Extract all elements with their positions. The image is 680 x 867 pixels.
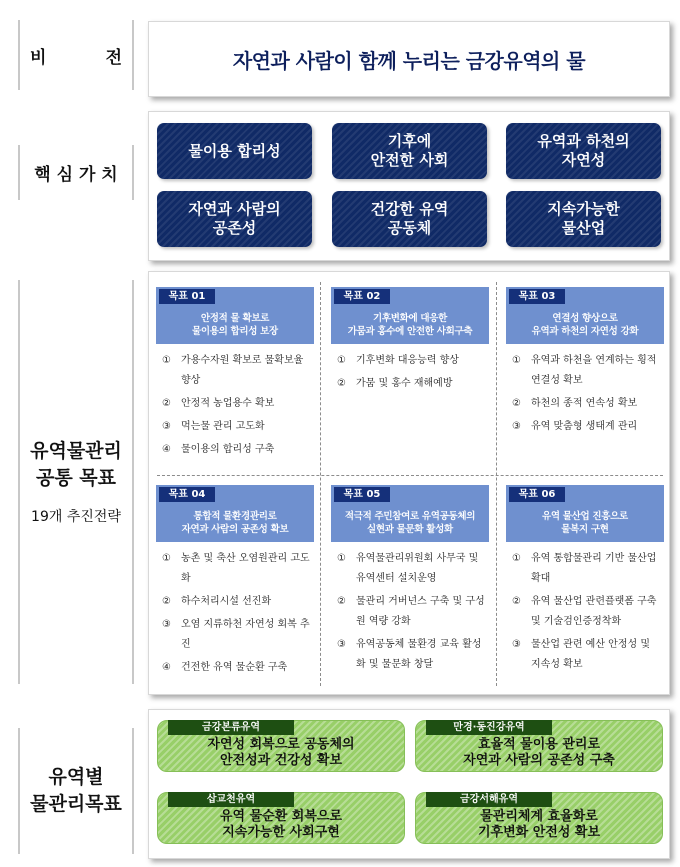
column-divider [496,282,497,686]
strategy-text: 먹는물 관리 고도화 [181,421,265,432]
strategy-text: 유역과 하천을 연계하는 횡적 연결성 확보 [531,355,657,386]
goal-title [333,506,487,540]
goal-tag: 목표 03 [509,289,565,304]
goal-title-line: 안정적 물 확보로 [200,313,270,324]
basin-goal-line: 유역 물순환 회복으로 [219,809,343,824]
basin-goals-panel [148,709,670,859]
vision-label [18,20,134,90]
basin-tag: 삽교천유역 [168,792,294,807]
strategy-list [162,351,312,463]
basin-tag: 금강서해유역 [426,792,552,807]
goal-header [331,485,489,542]
strategy-text: 유역물관리위원회 사무국 및 유역센터 설치운영 [356,553,479,584]
core-value-box [157,123,312,179]
strategy-text: 유역공동체 물환경 교육 활성화 및 물문화 창달 [356,639,482,670]
strategy-number: ④ [162,662,171,673]
goal-tag: 목표 02 [334,289,390,304]
core-values-label-text: 핵 심 가 치 [34,165,118,185]
basin-goal-line: 자연과 사람의 공존성 구축 [463,753,615,768]
core-value-box [506,123,661,179]
goal-header [156,287,314,344]
strategy-item [162,351,312,391]
goal-title-line: 물복지 구현 [561,524,609,535]
basin-goal-line: 자연성 회복으로 공동체의 [207,737,355,752]
goal-title-line: 통합적 물환경관리로 [193,511,277,522]
strategy-text: 기후변화 대응능력 향상 [356,355,459,366]
strategy-number: ③ [512,639,521,650]
goal-header [506,287,664,344]
strategy-item [162,658,312,678]
common-goals-panel [148,271,670,695]
strategy-number: ② [512,398,521,409]
goal-card [156,485,314,681]
core-value-line: 물산업 [561,219,606,237]
goal-tag: 목표 05 [334,487,390,502]
goal-header [506,485,664,542]
core-value-line: 유역과 하천의 [537,132,630,150]
strategy-item [512,549,662,589]
strategy-number: ② [337,596,346,607]
core-value-line: 자연과 사람의 [188,200,281,218]
goal-title-line: 기후변화에 대응한 [372,313,448,324]
basin-goals-label-line2: 물관리목표 [30,793,122,815]
core-value-line: 건강한 유역 [370,200,449,218]
goal-tag: 목표 01 [159,289,215,304]
strategy-number: ③ [162,421,171,432]
strategy-number: ① [337,553,346,564]
strategy-number: ① [512,355,521,366]
strategy-number: ① [162,553,171,564]
strategy-item [337,351,487,371]
basin-goal-line: 기후변화 안전성 확보 [477,825,601,840]
basin-goals-label [18,728,134,854]
goal-title-line: 가뭄과 홍수에 안전한 사회구축 [347,326,473,337]
goal-tag: 목표 04 [159,487,215,502]
vision-panel [148,21,670,97]
core-value-line: 공존성 [212,219,257,237]
basin-card [415,720,663,772]
goal-title-line: 실현과 물문화 활성화 [367,524,453,535]
core-value-box [332,191,487,247]
basin-goal-line: 물관리체계 효율화로 [480,809,598,824]
core-values-panel [148,111,670,261]
core-value-line: 공동체 [387,219,432,237]
strategy-text: 유역 통합물관리 기반 물산업 확대 [531,553,657,584]
common-goals-label-line1: 유역물관리 [30,440,122,462]
common-goals-label [18,280,134,684]
basin-card [157,792,405,844]
strategy-item [512,592,662,632]
goal-header [331,287,489,344]
basin-goal-line: 안전성과 건강성 확보 [219,753,343,768]
goal-title [508,506,662,540]
goal-title-line: 자연과 사람의 공존성 확보 [181,524,289,535]
basin-card [415,792,663,844]
strategy-list [512,549,662,678]
core-value-box [506,191,661,247]
strategy-text: 안정적 농업용수 확보 [181,398,275,409]
core-value-line: 물이용 합리성 [188,141,281,160]
goal-title [158,308,312,342]
core-values-label [18,145,134,200]
strategy-item [512,394,662,414]
strategy-number: ① [512,553,521,564]
goal-title [158,506,312,540]
strategy-number: ③ [512,421,521,432]
strategy-item [512,635,662,675]
basin-tag: 만경∙동진강유역 [426,720,552,735]
strategy-item [337,549,487,589]
goal-title-line: 적극적 주민참여로 유역공동체의 [344,511,476,522]
goal-title-line: 연결성 향상으로 [552,313,618,324]
core-value-box [332,123,487,179]
strategy-list [337,351,487,397]
goal-card [331,287,489,483]
strategy-item [337,635,487,675]
strategy-text: 물관리 거버넌스 구축 및 구성원 역량 강화 [356,596,485,627]
core-value-box [157,191,312,247]
strategy-text: 건전한 유역 물순환 구축 [181,662,288,673]
strategy-number: ① [162,355,171,366]
goal-card [506,485,664,681]
basin-goal [416,736,662,770]
strategy-item [162,440,312,460]
basin-goal-line: 효율적 물이용 관리로 [477,737,601,752]
vision-label-text: 비 전 [29,47,123,68]
strategy-item [162,417,312,437]
strategy-number: ② [337,378,346,389]
strategy-text: 하천의 종적 연속성 확보 [531,398,638,409]
strategy-text: 물이용의 합리성 구축 [181,444,275,455]
goal-title-line: 유역과 하천의 자연성 강화 [531,326,639,337]
strategy-item [512,417,662,437]
goal-title-line: 유역 물산업 진흥으로 [542,511,628,522]
strategies-count-label: 19개 추진전략 [31,509,121,525]
goal-header [156,485,314,542]
goal-card [331,485,489,681]
strategy-number: ① [337,355,346,366]
strategy-text: 농촌 및 축산 오염원관리 고도화 [181,553,310,584]
basin-goal-line: 지속가능한 사회구현 [222,825,340,840]
goal-card [156,287,314,483]
basin-goal [158,808,404,842]
core-value-line: 안전한 사회 [370,151,449,169]
strategy-text: 하수처리시설 선진화 [181,596,272,607]
goal-title [508,308,662,342]
core-value-line: 자연성 [561,151,606,169]
common-goals-label-line2: 공통 목표 [35,467,117,489]
strategy-number: ③ [337,639,346,650]
strategy-number: ② [162,398,171,409]
core-value-line: 지속가능한 [547,200,620,218]
strategy-number: ② [512,596,521,607]
strategy-list [512,351,662,440]
strategy-item [337,592,487,632]
strategy-number: ② [162,596,171,607]
basin-goals-label-line1: 유역별 [48,766,104,788]
basin-card [157,720,405,772]
core-value-line: 기후에 [387,132,432,150]
basin-goal [416,808,662,842]
goal-card [506,287,664,483]
strategy-list [162,549,312,681]
strategy-text: 물산업 관련 예산 안정성 및 지속성 확보 [531,639,650,670]
strategy-number: ③ [162,619,171,630]
goal-tag: 목표 06 [509,487,565,502]
strategy-text: 오염 지류하천 자연성 회복 추진 [181,619,310,650]
strategy-item [512,351,662,391]
goal-title [333,308,487,342]
strategy-item [162,394,312,414]
strategy-item [162,549,312,589]
basin-tag: 금강본류유역 [168,720,294,735]
strategy-list [337,549,487,678]
strategy-item [162,592,312,612]
strategy-item [337,374,487,394]
strategy-item [162,615,312,655]
column-divider [320,282,321,686]
strategy-number: ④ [162,444,171,455]
basin-goal [158,736,404,770]
strategy-text: 가뭄 및 홍수 재해예방 [356,378,453,389]
goal-title-line: 물이용의 합리성 보장 [192,326,278,337]
strategy-text: 유역 맞춤형 생태계 관리 [531,421,638,432]
strategy-text: 가용수자원 확보로 물확보율 향상 [181,355,304,386]
strategy-text: 유역 물산업 관련플랫폼 구축 및 기술검인증정착화 [531,596,657,627]
vision-statement: 자연과 사람이 함께 누리는 금강유역의 물 [232,48,586,73]
